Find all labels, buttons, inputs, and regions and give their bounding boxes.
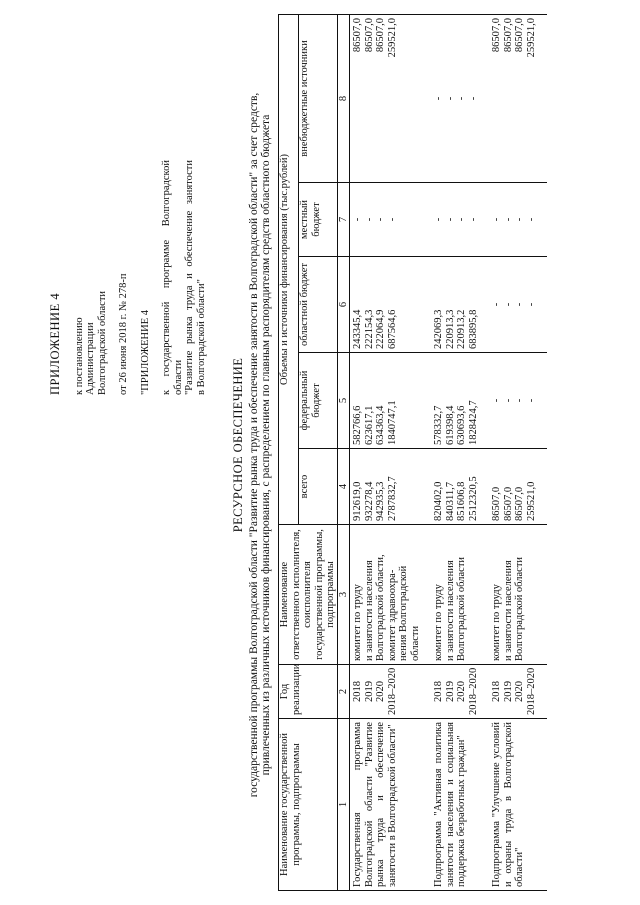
header-executor: Наименование ответственного исполнителя, соисполнителя государственной программы, подпрограммы xyxy=(279,525,338,665)
header-total: всего xyxy=(299,449,337,525)
col-number: 8 xyxy=(337,14,350,182)
program-ref-line: в Волгоградской области" xyxy=(195,279,207,395)
total-cell: 820402,0 840311,7 851606,8 2512320,5 xyxy=(431,449,489,525)
resource-table xyxy=(278,14,547,891)
federal-cell: 582766,6 623617,1 634363,4 1840747,1 xyxy=(350,353,432,449)
extra-cell: 86507,0 86507,0 86507,0 259521,0 xyxy=(350,14,432,182)
local-cell: - - - - xyxy=(350,183,432,257)
resolution-line: Волгоградской области xyxy=(96,290,108,395)
resolution-line: к постановлению xyxy=(73,317,85,395)
year-cell: 2018 2019 2020 2018–2020 xyxy=(350,665,432,719)
regional-cell: - - - - xyxy=(489,257,547,353)
document-header xyxy=(50,95,207,395)
col-number: 4 xyxy=(337,449,350,525)
extra-cell: - - - - xyxy=(431,14,489,182)
executor-cell: комитет по труду и занятости населения Волгоградской области, комитет здравоохра- нения Волгоградской области xyxy=(350,525,432,665)
col-number: 3 xyxy=(337,525,350,665)
column-number-row xyxy=(337,14,350,890)
col-number: 2 xyxy=(337,665,350,719)
federal-cell: 578332,7 619398,4 630693,6 1828424,7 xyxy=(431,353,489,449)
executor-cell: комитет по труду и занятости населения Волгоградской области xyxy=(489,525,547,665)
program-ref-line: к государственной программе Волгоградской области xyxy=(161,160,184,395)
header-year: Год реализации xyxy=(279,665,338,719)
table-row xyxy=(350,14,432,890)
extra-cell: 86507,0 86507,0 86507,0 259521,0 xyxy=(489,14,547,182)
resolution-line: Администрации xyxy=(85,322,96,395)
table-row xyxy=(431,14,489,890)
regional-cell: 242069,3 220913,3 220913,2 683895,8 xyxy=(431,257,489,353)
total-cell: 912619,0 932278,4 942935,3 2787832,7 xyxy=(350,449,432,525)
header-local: местный бюджет xyxy=(299,183,337,257)
year-cell: 2018 2019 2020 2018–2020 xyxy=(431,665,489,719)
subprogram-name-cell: Подпрограмма "Активная политика занятости населения и социальная поддержка безработных граждан" xyxy=(431,719,489,891)
header-funding-group: Объемы и источники финансирования (тыс.рублей) xyxy=(279,14,299,524)
local-cell: - - - - xyxy=(489,183,547,257)
program-reference xyxy=(161,160,207,395)
year-cell: 2018 2019 2020 2018–2020 xyxy=(489,665,547,719)
table-row xyxy=(489,14,547,890)
title-heading: РЕСУРСНОЕ ОБЕСПЕЧЕНИЕ xyxy=(231,357,245,533)
col-number: 5 xyxy=(337,353,350,449)
header-row xyxy=(279,14,299,890)
date-line: от 26 июня 2018 г. № 278-п xyxy=(118,273,129,395)
document-title xyxy=(232,25,273,865)
col-number: 1 xyxy=(337,719,350,891)
appendix-quote: "ПРИЛОЖЕНИЕ 4 xyxy=(139,309,151,395)
subprogram-name-cell: Подпрограмма "Улучшение условий и охраны труда в Волгоградской области" xyxy=(489,719,547,891)
header-federal: федеральный бюджет xyxy=(299,353,337,449)
regional-cell: 243345,4 222154,3 222064,9 687564,6 xyxy=(350,257,432,353)
program-ref-line: "Развитие рынка труда и обеспечение занятости xyxy=(184,160,195,395)
total-cell: 86507,0 86507,0 86507,0 259521,0 xyxy=(489,449,547,525)
executor-cell: комитет по труду и занятости населения Волгоградской области xyxy=(431,525,489,665)
program-name-cell: Государственная программа Волгоградской области "Развитие рынка труда и обеспечение занятости в Волгоградской области" xyxy=(350,719,432,891)
header-regional: областной бюджет xyxy=(299,257,337,353)
title-line: государственной программы Волгоградской области "Развитие рынка труда и обеспечение занятости в Волгоградской области" за счет средств, xyxy=(247,92,260,798)
appendix-title: ПРИЛОЖЕНИЕ 4 xyxy=(48,292,62,395)
federal-cell: - - - - xyxy=(489,353,547,449)
header-name: Наименование государственной программы, подпрограммы xyxy=(279,719,338,891)
title-line: привлеченных из различных источников финансирования, с распределением по главным распорядителям средств областного бюджета xyxy=(260,114,272,776)
local-cell: - - - - xyxy=(431,183,489,257)
col-number: 6 xyxy=(337,257,350,353)
col-number: 7 xyxy=(337,183,350,257)
header-extra: внебюджетные источники xyxy=(299,14,337,182)
